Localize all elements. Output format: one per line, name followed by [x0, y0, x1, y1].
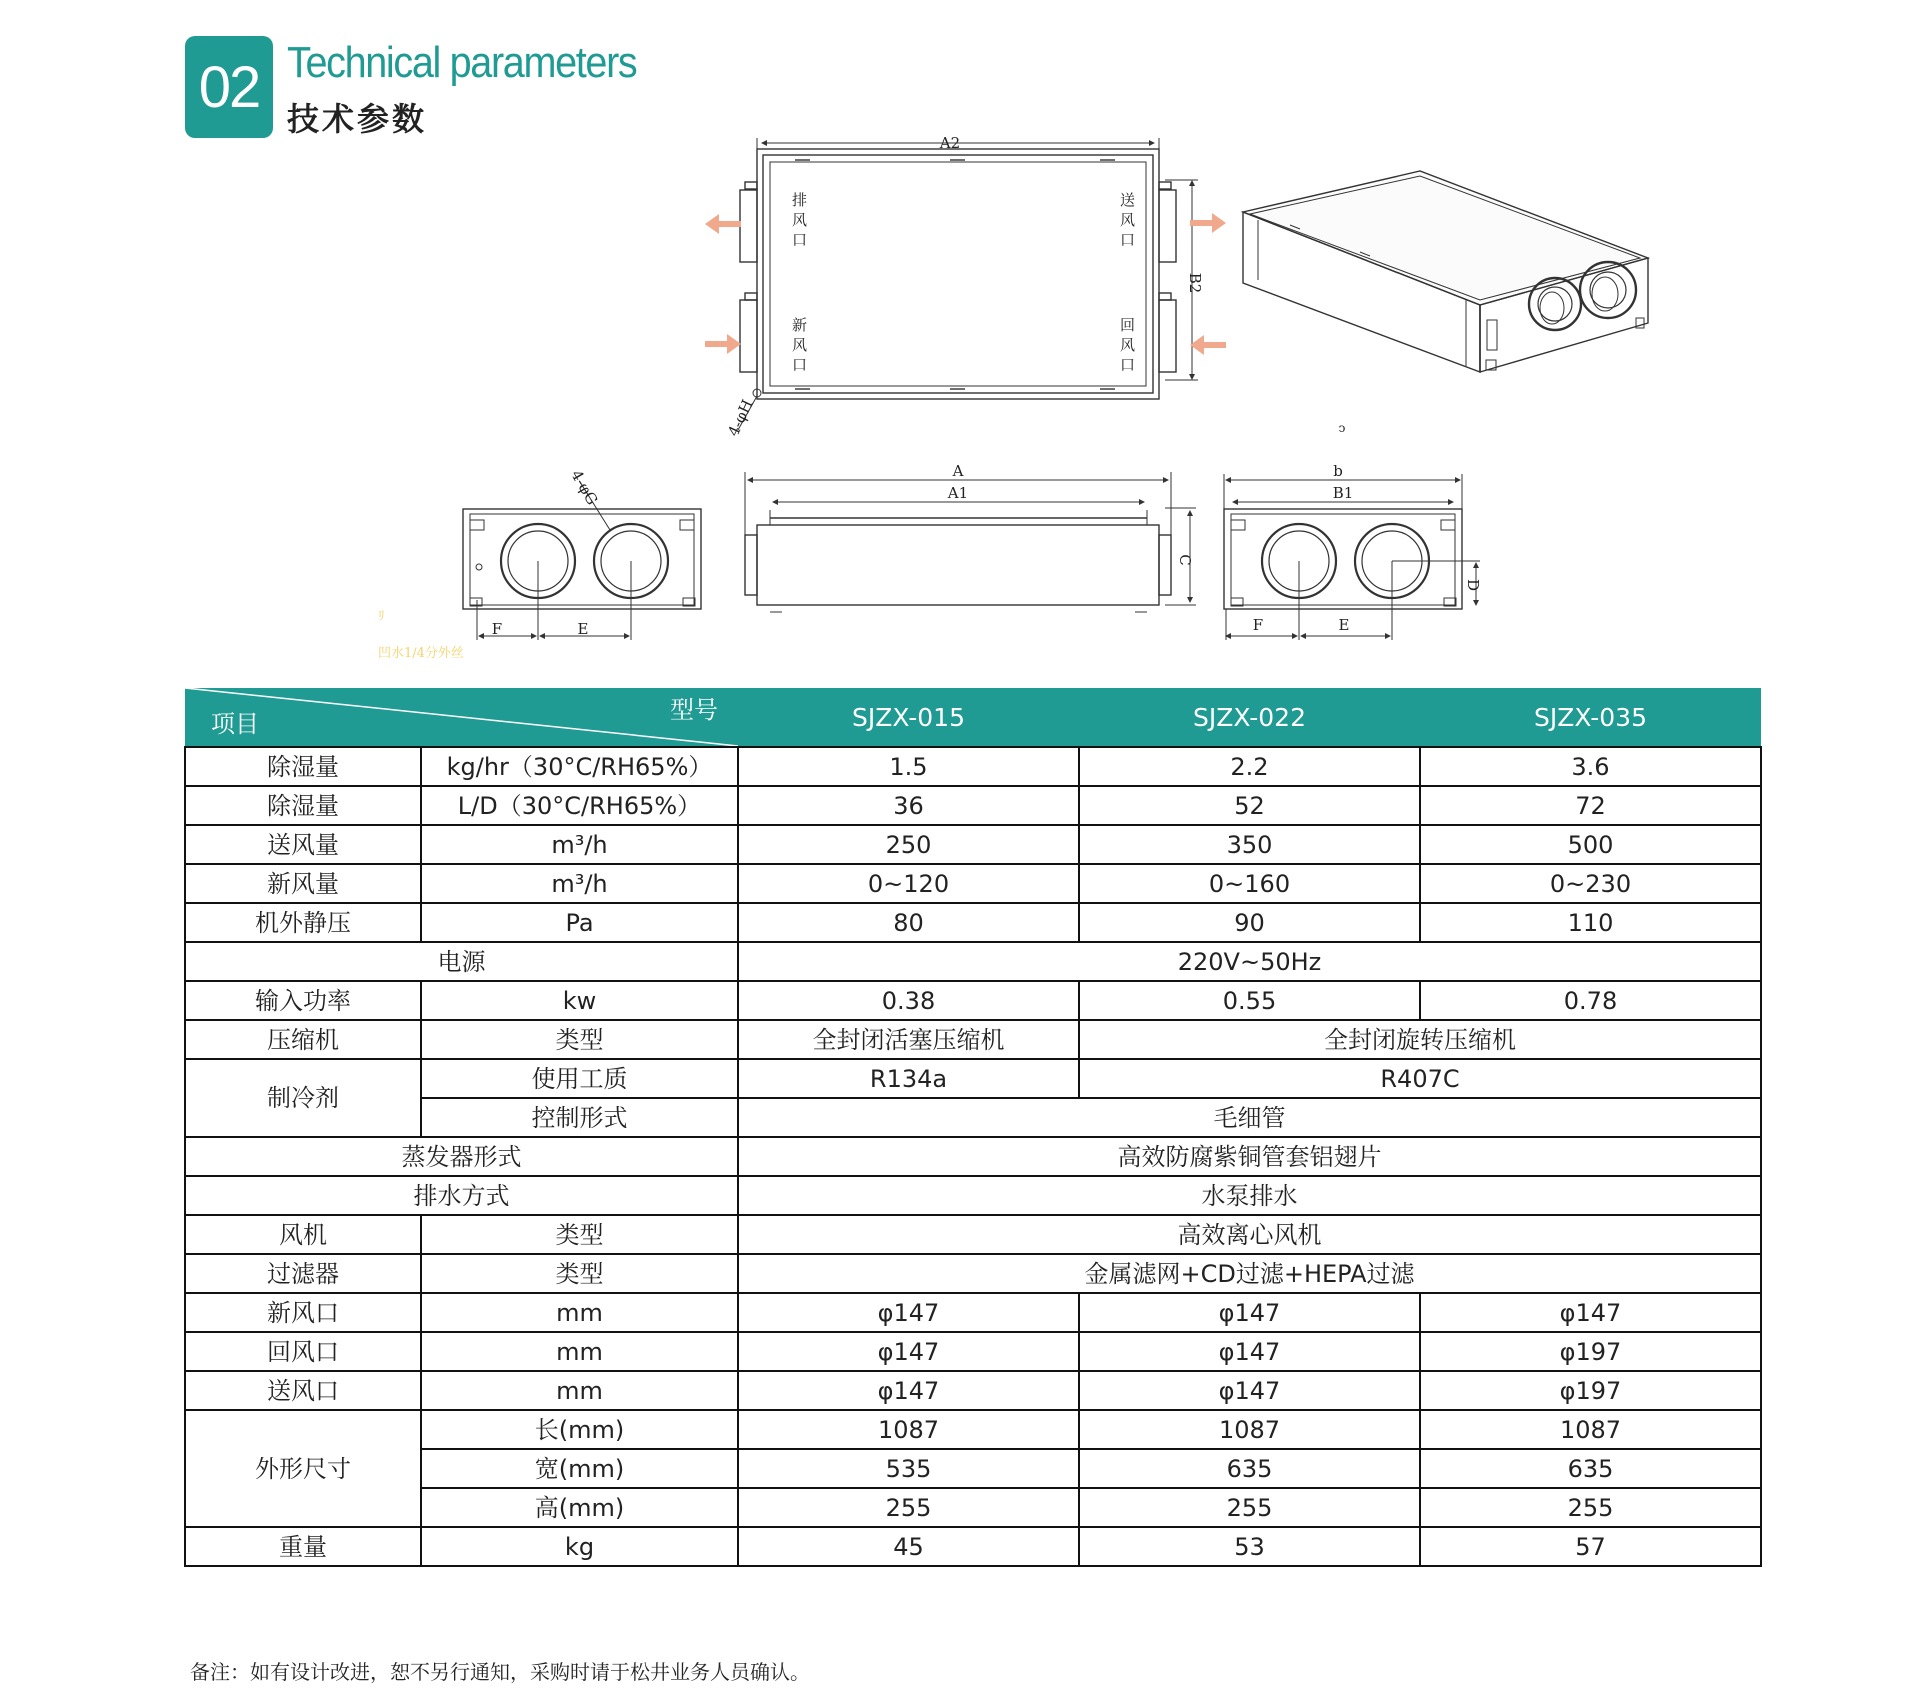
faint-mark: ﾘ: [378, 609, 385, 624]
row-value: φ147: [738, 1371, 1079, 1410]
table-row: [185, 1488, 1761, 1527]
table-row: [185, 825, 1761, 864]
table-row: [185, 1254, 1761, 1293]
row-value: 80: [738, 903, 1079, 942]
table-row: [185, 942, 1761, 981]
row-value: φ147: [1079, 1293, 1420, 1332]
row-value: R134a: [738, 1059, 1079, 1098]
row-name: 新风量: [185, 864, 421, 903]
row-value: 金属滤网+CD过滤+HEPA过滤: [738, 1254, 1761, 1293]
row-value: 0~120: [738, 864, 1079, 903]
row-value: 255: [738, 1488, 1079, 1527]
row-name: 送风口: [185, 1371, 421, 1410]
label-return-port-text-char: 回: [1120, 316, 1136, 334]
table-row: [185, 1176, 1761, 1215]
label-fresh-port-text-char: 新: [792, 316, 808, 334]
row-value: φ197: [1420, 1371, 1761, 1410]
section-number: 02: [198, 54, 260, 120]
row-name: 重量: [185, 1527, 421, 1566]
row-value: 500: [1420, 825, 1761, 864]
row-unit: kw: [421, 981, 738, 1020]
row-value: φ147: [738, 1332, 1079, 1371]
row-unit: 类型: [421, 1020, 738, 1059]
row-unit: 使用工质: [421, 1059, 738, 1098]
faint-drain-label: 凹水1/4分外丝: [378, 646, 464, 661]
table-row: [185, 1527, 1761, 1566]
row-name: 蒸发器形式: [185, 1137, 738, 1176]
row-name: 排水方式: [185, 1176, 738, 1215]
dim-d: D: [1464, 578, 1482, 592]
row-value: φ147: [738, 1293, 1079, 1332]
row-unit: kg/hr（30°C/RH65%）: [421, 747, 738, 786]
label-supply-port-text-char: 送: [1120, 191, 1136, 209]
row-name: 除湿量: [185, 747, 421, 786]
row-name: 制冷剂: [185, 1059, 421, 1137]
dim-b1: B1: [1332, 484, 1354, 502]
corner-diagonal: [185, 688, 738, 746]
row-value: 36: [738, 786, 1079, 825]
row-value: 1087: [738, 1410, 1079, 1449]
label-return-port-text-char: 口: [1120, 356, 1136, 374]
row-value: 全封闭旋转压缩机: [1079, 1020, 1761, 1059]
table-row: [185, 1410, 1761, 1449]
top-view: [738, 138, 1198, 430]
table-row: [185, 747, 1761, 786]
row-value: 110: [1420, 903, 1761, 942]
table-row: [185, 903, 1761, 942]
label-supply-port-text-char: 风: [1120, 211, 1136, 229]
table-row: [185, 1137, 1761, 1176]
table-row: [185, 1293, 1761, 1332]
airflow-arrows: [705, 213, 1226, 355]
row-value: 0.78: [1420, 981, 1761, 1020]
row-value: 45: [738, 1527, 1079, 1566]
dim-e-left: E: [577, 620, 589, 638]
row-unit: mm: [421, 1293, 738, 1332]
row-value: 3.6: [1420, 747, 1761, 786]
row-unit: 控制形式: [421, 1098, 738, 1137]
row-name: 输入功率: [185, 981, 421, 1020]
row-name: 风机: [185, 1215, 421, 1254]
header-model-3: SJZX-035: [1420, 688, 1761, 747]
row-name: 新风口: [185, 1293, 421, 1332]
dim-f-right: F: [1252, 616, 1264, 634]
footnote: 备注：如有设计改进，恕不另行通知，采购时请于松井业务人员确认。: [190, 1660, 810, 1684]
row-unit: Pa: [421, 903, 738, 942]
row-value: R407C: [1079, 1059, 1761, 1098]
row-unit: m³/h: [421, 825, 738, 864]
row-value: 350: [1079, 825, 1420, 864]
row-value: 255: [1420, 1488, 1761, 1527]
row-name: 机外静压: [185, 903, 421, 942]
label-exhaust-port: [792, 191, 807, 249]
exhaust-arrow: [705, 214, 741, 234]
table-row: [185, 1215, 1761, 1254]
row-value: 1087: [1079, 1410, 1420, 1449]
row-value: 1087: [1420, 1410, 1761, 1449]
row-value: 2.2: [1079, 747, 1420, 786]
row-value: 0~160: [1079, 864, 1420, 903]
row-value: 535: [738, 1449, 1079, 1488]
table-row: [185, 1098, 1761, 1137]
return-arrow: [1190, 335, 1226, 355]
label-fresh-port-text-char: 风: [792, 336, 808, 354]
label-exhaust-port-text-char: 口: [792, 231, 808, 249]
row-value: 635: [1420, 1449, 1761, 1488]
section-title-cn: 技术参数: [287, 100, 428, 138]
row-unit: kg: [421, 1527, 738, 1566]
side-view-left: [463, 482, 701, 640]
table-row: [185, 1449, 1761, 1488]
row-value: φ147: [1079, 1332, 1420, 1371]
dim-a1: A1: [947, 484, 969, 502]
header-item-label: 项目: [211, 710, 259, 738]
table-row: [185, 864, 1761, 903]
dim-a: A: [952, 462, 964, 480]
row-value: 高效离心风机: [738, 1215, 1761, 1254]
row-unit: 高(mm): [421, 1488, 738, 1527]
row-name: 回风口: [185, 1332, 421, 1371]
dim-hole-g: 4-φG: [567, 466, 602, 509]
row-value: φ147: [1420, 1293, 1761, 1332]
row-value: 毛细管: [738, 1098, 1761, 1137]
row-value: 0~230: [1420, 864, 1761, 903]
supply-arrow: [1190, 213, 1226, 233]
row-value: φ147: [1079, 1371, 1420, 1410]
isometric-view: [1243, 171, 1648, 372]
label-return-port-text-char: 风: [1120, 336, 1136, 354]
dim-mark: ↄ: [1338, 421, 1346, 435]
row-value: 635: [1079, 1449, 1420, 1488]
fresh-air-arrow: [705, 334, 741, 354]
label-return-port: [1120, 316, 1135, 374]
header-model-2: SJZX-022: [1079, 688, 1420, 747]
row-value: 250: [738, 825, 1079, 864]
row-value: 1.5: [738, 747, 1079, 786]
header-model-label: 型号: [670, 696, 718, 724]
label-exhaust-port-text-char: 风: [792, 211, 808, 229]
row-value: 255: [1079, 1488, 1420, 1527]
row-value: 全封闭活塞压缩机: [738, 1020, 1079, 1059]
dim-a2: A2: [939, 134, 961, 152]
dim-c: C: [1176, 554, 1194, 566]
row-unit: L/D（30°C/RH65%）: [421, 786, 738, 825]
row-value: 220V~50Hz: [738, 942, 1761, 981]
row-name: 送风量: [185, 825, 421, 864]
table-row: [185, 1332, 1761, 1371]
label-supply-port: [1120, 191, 1135, 249]
front-view: [745, 472, 1196, 612]
dim-hole-h: 4-φH: [724, 396, 757, 440]
dim-b: b: [1333, 462, 1343, 480]
spec-table-container: [184, 688, 1760, 1567]
row-name: 除湿量: [185, 786, 421, 825]
header-model-1: SJZX-015: [738, 688, 1079, 747]
label-fresh-port-text-char: 口: [792, 356, 808, 374]
label-supply-port-text-char: 口: [1120, 231, 1136, 249]
row-value: 0.55: [1079, 981, 1420, 1020]
table-header-row: [185, 688, 1761, 747]
spec-table: [184, 688, 1762, 1567]
table-row: [185, 1020, 1761, 1059]
row-value: 水泵排水: [738, 1176, 1761, 1215]
row-unit: 宽(mm): [421, 1449, 738, 1488]
table-row: [185, 1371, 1761, 1410]
row-unit: 类型: [421, 1254, 738, 1293]
row-unit: mm: [421, 1371, 738, 1410]
row-unit: m³/h: [421, 864, 738, 903]
row-value: 高效防腐紫铜管套铝翅片: [738, 1137, 1761, 1176]
table-row: [185, 1059, 1761, 1098]
row-value: 52: [1079, 786, 1420, 825]
row-value: φ197: [1420, 1332, 1761, 1371]
section-title-en: Technical parameters: [287, 38, 637, 87]
row-value: 57: [1420, 1527, 1761, 1566]
dim-e-right: E: [1338, 616, 1350, 634]
row-name: 压缩机: [185, 1020, 421, 1059]
row-value: 72: [1420, 786, 1761, 825]
label-exhaust-port-text-char: 排: [792, 191, 808, 209]
row-name: 外形尺寸: [185, 1410, 421, 1527]
table-row: [185, 981, 1761, 1020]
row-unit: 长(mm): [421, 1410, 738, 1449]
table-row: [185, 786, 1761, 825]
header-corner-cell: [185, 688, 738, 747]
row-unit: mm: [421, 1332, 738, 1371]
label-fresh-port: [792, 316, 807, 374]
row-name: 电源: [185, 942, 738, 981]
row-value: 0.38: [738, 981, 1079, 1020]
dim-f-left: F: [491, 620, 503, 638]
row-value: 90: [1079, 903, 1420, 942]
row-value: 53: [1079, 1527, 1420, 1566]
dim-b2: B2: [1186, 272, 1204, 294]
row-name: 过滤器: [185, 1254, 421, 1293]
technical-drawing: [0, 0, 1920, 680]
row-unit: 类型: [421, 1215, 738, 1254]
